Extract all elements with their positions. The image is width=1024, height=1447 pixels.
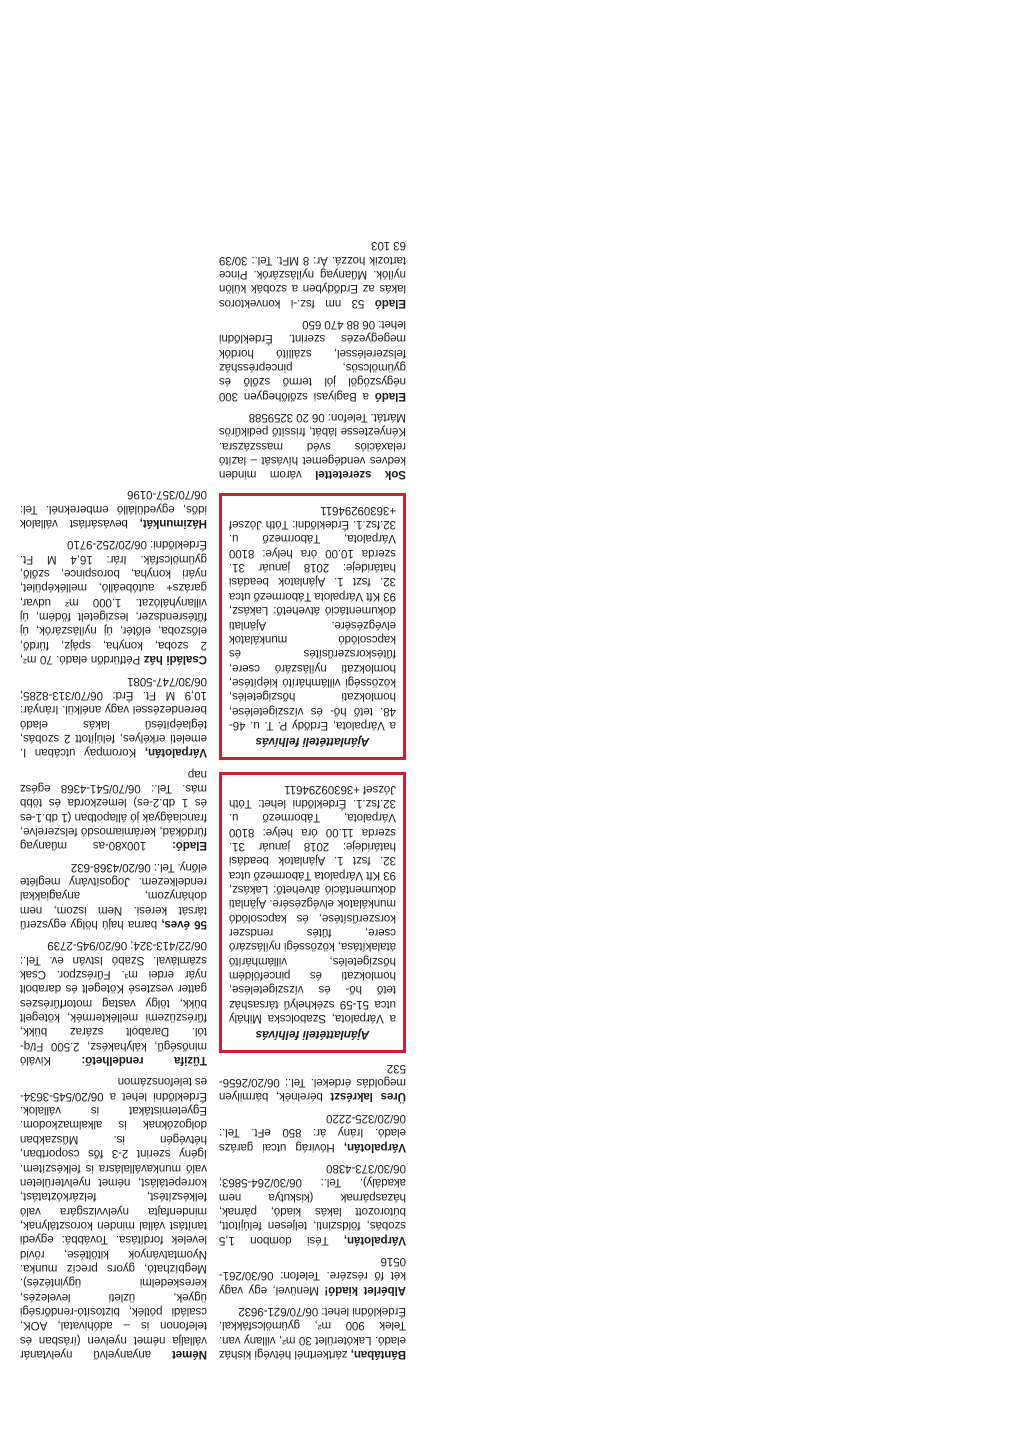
- classified-ad: [219, 317, 406, 403]
- ad-heading: Sok szeretettel: [315, 468, 406, 482]
- ad-text: Kiváló minőségű, kályhakész, 2.500 Ft/q-tól. Darabolt száraz bükk, fűrészüzemi melléktermék, kötegelt bükk, tölgy vastag motorfűrészes gatter vesztesé Kötegelt és darabolt nyár erdei m³. Fűrészpor. Csak számlával. Szabó István ev. Tel.: 06/22/413-324; 06/20/945-2739: [20, 939, 207, 1068]
- tender-notice-text: a Várpalota, Erdődy P. T. u. 46-48. tető hő- és vízszigetelése, homlokzati hőszigetelés, közösségi villámhárító kiépítése, homlokzati nyílászáró csere, fűtéskorszerűsítés és kapcsolódó munkálatok elvégzésére. Ajánlati dokumentáció átvehető: Lakász, 93 Kft Várpalota Tábormező utca 32. fszt 1. Ajánlatok beadási határideje: 2018 január 31. szerda 10.00 óra helye: 8100 Várpalota, Tábormező u. 32.fsz.1. Érdeklődni: Tóth József +36309294611: [229, 503, 396, 732]
- ad-text: bérelnék, bármilyen megoldás érdekel. Tel.: 06/20/2656-532: [219, 1061, 406, 1104]
- ad-text: Korompay utcában I. emeleti erkélyes, felújított 2 szobás, téglaépítésű lakás eladó berendezéssel vagy anélkül. Irányár: 10,9 M Ft. Érd: 06/70/313-8285; 06/30/747-5081: [20, 674, 207, 760]
- classifieds-column-b: [20, 480, 207, 1361]
- ad-heading: Várpalotán,: [144, 746, 207, 760]
- classified-ad: [20, 487, 207, 530]
- classified-ad: [20, 673, 207, 759]
- ad-text: Hóvirág utcai garázs eladó. Irány ár: 850 eFt. Tel.: 06/20/325-2220: [219, 1111, 406, 1154]
- ad-text: 53 nm fsz.-i konvektoros lakás az Erdődyben a szobák külön nyílók. Műanyag nyílászárók. Pince tartozik hozzá. Ár: 8 MFt. Tel.: 30/39 63 103: [218, 239, 406, 310]
- ad-heading: Eladó:: [172, 839, 207, 853]
- classified-ad: [219, 1304, 406, 1361]
- tender-notice-title: Ajánlattételi felhívás: [255, 1028, 370, 1043]
- ad-text: bevásárlást vállalok idős, egyedülálló embereknél. Tel: 06/70/357-0196: [20, 488, 207, 531]
- classified-ad: [20, 859, 207, 931]
- ad-text: 100x80-as műanyag fürdőkád, kerámiamosdó felszerelve, franciaágyak jó állapotban (1 db.1-es és 1 db.2-es) lemezkorda és több más. Tel.: 06/70/541-4368 egész nap: [20, 767, 207, 853]
- ad-heading: 56 éves,: [161, 918, 207, 932]
- classifieds-column-a: [219, 231, 406, 1361]
- ad-heading: Bántában,: [350, 1348, 406, 1361]
- ad-text: anyanyelvű nyelvtanár vállalja német nyelven (írásban és telefonon is – adóhivatal, AOK, családi pótlék, biztosító-rendőrségi ügyek, üzleti levelezés, kereskedelmi ügyintézés). Megbízható, gyors precíz munka. Nyomtatványok kitöltése, rövid levelek fordítása. Továbbá: egyedi tanítást vállal minden korosztálynak, mindenfajta nyelvvizsgára való felkészítést, felzárkóztatást, korrepetálást, német nyelvterületen való munkavállalásra is felkészítem. Igény szerint 2-3 fős csoportban, hétvégén is. Műszakban dolgozóknak is alkalmazkodom. Egyetemistákat is vállalok. Érdeklődni lehet a 06/20/545-3634-es telefonszámon: [20, 1075, 207, 1361]
- ad-heading: Eladó: [374, 389, 406, 403]
- classified-ad: [219, 1254, 406, 1297]
- ad-text: Menüvel, egy vagy két fő részére. Telefon: 06/30/261-0516: [219, 1254, 406, 1297]
- ad-text: zártkertnél hétvégi kisház eladó. Lakóterület 30 m², villany van. Telek 900 m², gyümölcsfákkal. Érdeklődni lehet: 06/70/621-9632: [218, 1304, 406, 1361]
- tender-notice-title: Ajánlattételi felhívás: [255, 735, 370, 750]
- ad-text: barna hajú hölgy egyszerű társát keresi. Nem iszom, nem dohányzom, anyagiakkal rendelkezem. Jogosítvány megléte előny. Tel.: 06/20/4368-632: [20, 860, 207, 932]
- classified-ad: [219, 1111, 406, 1154]
- ad-text: Tési dombon 1,5 szobás, földszinti, teljesen felújított, bútorozott lakás kiadó, párnak, házaspárnak (kiskutya nem akadály). Tel.: 06/30/264-5863; 06/30/373-4380: [219, 1161, 406, 1247]
- classified-ad: [20, 766, 207, 852]
- classified-ad: [219, 410, 406, 482]
- ad-heading: Német: [172, 1348, 207, 1361]
- ad-heading: Várpalotán,: [343, 1140, 406, 1154]
- tender-notice-box: [219, 493, 406, 760]
- classified-ad: [219, 1161, 406, 1247]
- classified-ad: [219, 238, 406, 310]
- ad-heading: Várpalotán,: [343, 1233, 406, 1247]
- classified-ad: [20, 537, 207, 666]
- ad-heading: Családi ház: [143, 653, 207, 667]
- classified-ad: [219, 1060, 406, 1103]
- classified-ad: [20, 1074, 207, 1361]
- ad-heading: Üres lakrészt: [330, 1090, 406, 1104]
- ad-heading: Tűzifa rendelhető:: [81, 1054, 207, 1068]
- ad-text: Pétfürdőn eladó. 70 m², 2 szoba, konyha, spájz, fürdő, előszoba, előtér, új nyílászárók, új fűtésrendszer, leszigetelt födém, új villanyhálózat. 1.000 m² udvar, garázs+ autóbeálló, melléképület, nyári konyha, borospince, szőlő, gyümölcsfák. Irár: 16,4 M Ft. Érdeklődni: 06/20/252-9710: [20, 538, 207, 667]
- classified-ad: [20, 938, 207, 1067]
- ad-heading: Albérlet kiadó!: [324, 1283, 406, 1297]
- tender-notice-box: [219, 772, 406, 1053]
- ad-heading: Házimunkát,: [139, 517, 207, 531]
- ad-text: a Bagiyasi szőlőhegyen 300 négyszögöl jól termő szőlő és gyümölcsös, pincepréssház felszereléssel, szállító hordók megegyezés szerint. Érdeklődni lehet: 06 88 470 650: [218, 318, 406, 403]
- ad-text: várom minden kedves vendégemet hívását – lazító relaxációs svéd masszázsra. Kényeztesse lábát, frissítő pedikűrös Mártát. Telefon: 06 20 3259588: [219, 411, 406, 482]
- ad-heading: Eladó: [374, 296, 406, 310]
- tender-notice-text: a Várpalota, Szabolcska Mihály utca 51-59 székhelyű társasház tető hő- és vízszigetelése, homlokzati és pinceföldém hőszigetelés, villámhárító átalakítása, közösségi nyílászáró csere, fűtés rendszer korszerűsítése, és kapcsolódó munkálatok elvégzésére. Ajánlati dokumentáció átvehető: Lakász, 93 Kft Várpalota Tábormező utca 32. fszt 1. Ajánlatok beadási határideje: 2018 január 31. szerda 11.00 óra helye: 8100 Várpalota, Tábormező u. 32.fsz.1. Érdeklődni lehet: Tóth József +36309294611: [229, 782, 396, 1026]
